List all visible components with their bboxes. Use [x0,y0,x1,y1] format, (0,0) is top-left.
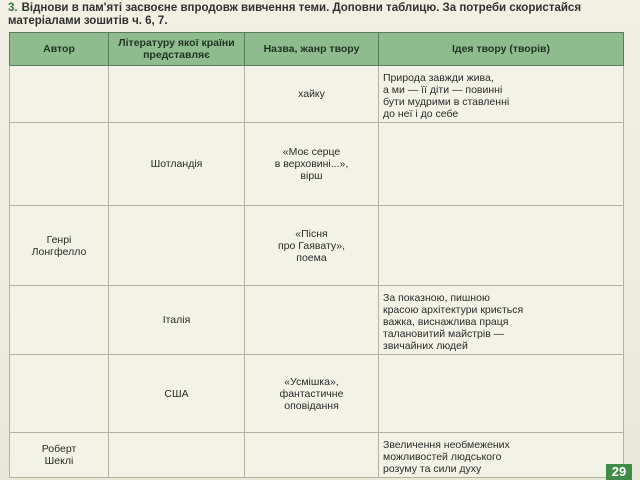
title-genre-cell[interactable]: хайку [245,66,379,123]
task-text: Віднови в пам'яті засвоєне впродовж вивчення теми. Доповни таблицю. За потреби скористайся матеріалами зошитів ч. 6, 7. [8,2,582,27]
table-row [10,123,624,206]
table-row [10,355,624,433]
header-title-genre: Назва, жанр твору [245,33,379,66]
title-genre-cell[interactable]: «Моє серце в верховині...», вірш [245,123,379,206]
country-cell[interactable]: США [109,355,245,433]
header-country: Літературу якої країни представляє [109,33,245,66]
country-cell[interactable] [109,206,245,286]
task-number: 3. [8,2,18,14]
table-row [10,433,624,478]
idea-cell[interactable] [379,206,624,286]
header-author: Автор [10,33,109,66]
author-cell[interactable] [10,286,109,355]
author-cell[interactable] [10,355,109,433]
country-cell[interactable]: Шотландія [109,123,245,206]
idea-cell[interactable] [379,355,624,433]
header-idea: Ідея твору (творів) [379,33,624,66]
idea-cell[interactable]: Звеличення необмежених можливостей людського розуму та сили духу [379,433,624,478]
table-row [10,66,624,123]
author-cell[interactable] [10,66,109,123]
title-genre-cell[interactable]: «Усмішка», фантастичне оповідання [245,355,379,433]
country-cell[interactable]: Італія [109,286,245,355]
title-genre-cell[interactable]: «Пісня про Гаявату», поема [245,206,379,286]
idea-cell[interactable]: За показною, пишною красою архітектури криється важка, виснажлива праця талановитий майстрів — звичайних людей [379,286,624,355]
table-row [10,206,624,286]
author-cell[interactable] [10,123,109,206]
idea-cell[interactable] [379,123,624,206]
table-row [10,286,624,355]
page-number-badge: 29 [606,464,632,480]
title-genre-cell[interactable] [245,286,379,355]
task-instruction [8,2,628,28]
country-cell[interactable] [109,66,245,123]
author-cell[interactable]: Генрі Лонгфелло [10,206,109,286]
literature-table [9,32,624,478]
title-genre-cell[interactable] [245,433,379,478]
country-cell[interactable] [109,433,245,478]
idea-cell[interactable]: Природа завжди жива, а ми — її діти — повинні бути мудрими в ставленні до неї і до себе [379,66,624,123]
author-cell[interactable]: Роберт Шеклі [10,433,109,478]
table-header-row [10,33,624,66]
